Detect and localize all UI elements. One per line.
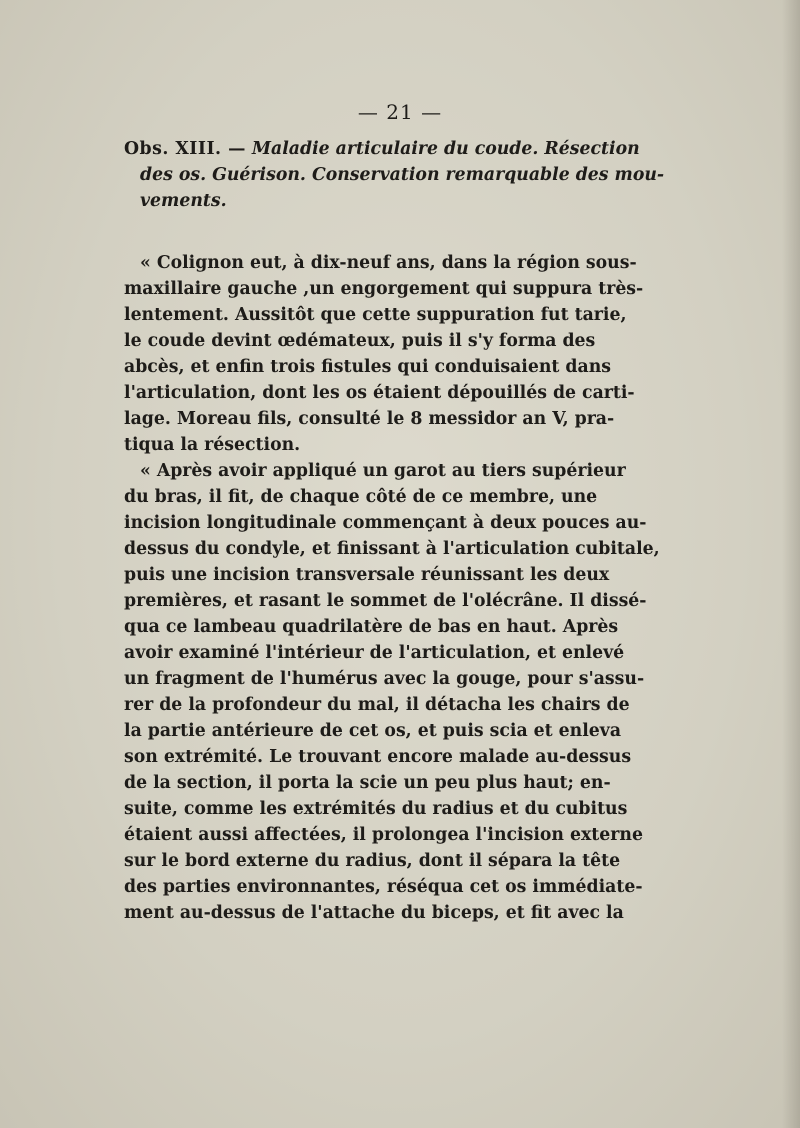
text-line: incision longitudinale commençant à deux pouces au- (124, 513, 647, 533)
text-line: lentement. Aussitôt que cette suppuration fut tarie, (124, 305, 627, 325)
text-line: dessus du condyle, et finissant à l'articulation cubitale, (124, 539, 660, 559)
text-line: abcès, et enfin trois fistules qui conduisaient dans (124, 357, 612, 377)
text-line: qua ce lambeau quadrilatère de bas en haut. Après (124, 617, 619, 637)
observation-title-line: Maladie articulaire du coude. Résection (251, 139, 640, 159)
observation-label: Obs. XIII. — (124, 139, 246, 159)
page-edge-shadow (782, 0, 800, 1128)
text-line: suite, comme les extrémités du radius et du cubitus (124, 799, 628, 819)
observation-heading (124, 136, 640, 162)
text-line: le coude devint œdémateux, puis il s'y forma des (124, 331, 596, 351)
text-line: du bras, il fit, de chaque côté de ce membre, une (124, 487, 598, 507)
text-line: de la section, il porta la scie un peu plus haut; en- (124, 773, 611, 793)
text-line: la partie antérieure de cet os, et puis scia et enleva (124, 721, 622, 741)
text-line: lage. Moreau fils, consulté le 8 messidor an V, pra- (124, 409, 615, 429)
text-line: son extrémité. Le trouvant encore malade au-dessus (124, 747, 632, 767)
text-line: un fragment de l'humérus avec la gouge, pour s'assu- (124, 669, 645, 689)
text-line: avoir examiné l'intérieur de l'articulation, et enlevé (124, 643, 625, 663)
text-block (124, 136, 665, 926)
text-line: premières, et rasant le sommet de l'olécrâne. Il dissé- (124, 591, 647, 611)
text-line: des parties environnantes, réséqua cet os immédiate- (124, 877, 643, 897)
text-line: « Après avoir appliqué un garot au tiers supérieur (140, 461, 626, 481)
paragraph-1 (124, 250, 644, 458)
observation-title-line: vements. (140, 191, 227, 211)
text-line: étaient aussi affectées, il prolongea l'incision externe (124, 825, 643, 845)
paragraph-2 (124, 458, 660, 926)
text-line: sur le bord externe du radius, dont il sépara la tête (124, 851, 621, 871)
text-line: maxillaire gauche ,un engorgement qui suppura très- (124, 279, 644, 299)
observation-title-line: des os. Guérison. Conservation remarquable des mou- (140, 165, 665, 185)
text-line: « Colignon eut, à dix-neuf ans, dans la région sous- (140, 253, 637, 273)
page-number: — 21 — (357, 100, 443, 124)
text-line: rer de la profondeur du mal, il détacha les chairs de (124, 695, 630, 715)
text-line: ment au-dessus de l'attache du biceps, et fit avec la (124, 903, 624, 923)
text-line: tiqua la résection. (124, 435, 301, 455)
spacer (124, 214, 556, 250)
text-line: l'articulation, dont les os étaient dépouillés de carti- (124, 383, 635, 403)
text-line: puis une incision transversale réunissant les deux (124, 565, 610, 585)
